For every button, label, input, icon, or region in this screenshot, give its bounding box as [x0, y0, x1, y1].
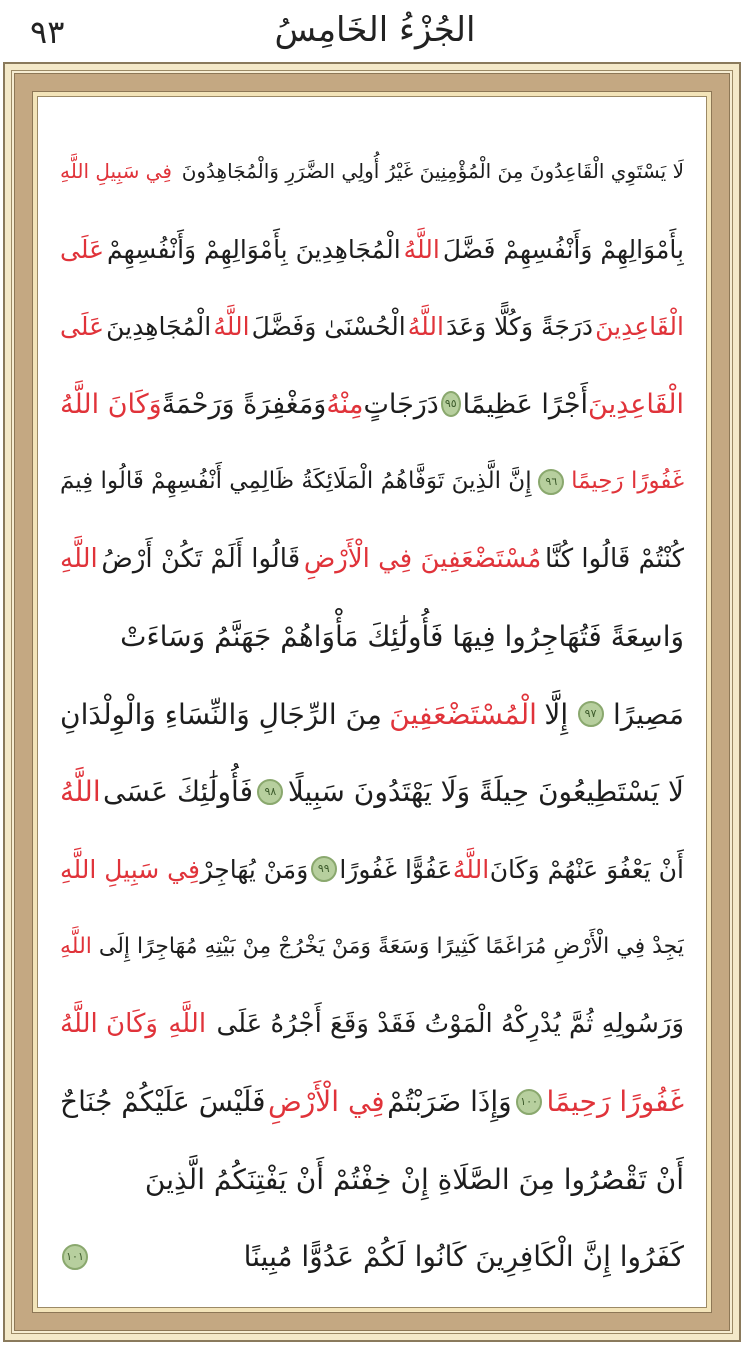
- ayah-number-marker: ٩٩: [311, 856, 337, 882]
- verse-segment: وَاسِعَةً فَتُهَاجِرُوا فِيهَا فَأُولَٰئِكَ مَأْوَاهُمْ جَهَنَّمُ وَسَاءَتْ: [120, 620, 684, 654]
- ayah-number-marker: ٩٧: [578, 701, 604, 727]
- verse-segment: دَرَجَةً وَكُلًّا وَعَدَ: [446, 312, 594, 342]
- ayah-number-marker: ٩٨: [257, 779, 283, 805]
- highlighted-verse-segment: غَفُورًا رَحِيمًا: [571, 468, 684, 495]
- highlighted-verse-segment: اللَّهُ: [213, 312, 250, 342]
- verse-line: [60, 133, 684, 211]
- page-number: ٩٣: [30, 13, 65, 51]
- verse-segment: كَفَرُوا إِنَّ الْكَافِرِينَ كَانُوا لَكُمْ عَدُوًّا مُبِينًا: [243, 1240, 684, 1274]
- verse-line: [60, 753, 684, 831]
- verse-segment: قَالُوا أَلَمْ تَكُنْ أَرْضُ: [101, 543, 301, 574]
- verse-line: [60, 598, 684, 676]
- ayah-number-marker: ٩٦: [538, 469, 564, 495]
- verse-segment: أَنْ تَقْصُرُوا مِنَ الصَّلَاةِ إِنْ خِفْتُمْ أَنْ يَفْتِنَكُمُ الَّذِينَ: [144, 1162, 684, 1196]
- verse-line: [60, 1218, 684, 1296]
- ornamental-frame: [3, 62, 741, 1342]
- verse-segment: دَرَجَاتٍ: [363, 388, 439, 420]
- verse-segment: يَجِدْ فِي الْأَرْضِ مُرَاغَمًا كَثِيرًا وَسَعَةً وَمَنْ يَخْرُجْ مِنْ بَيْتِهِ مُهَاجِرًا إِلَى: [98, 934, 684, 960]
- verse-segment: الْحُسْنَىٰ وَفَضَّلَ: [251, 312, 406, 342]
- verse-segment: إِنَّ الَّذِينَ تَوَفَّاهُمُ الْمَلَائِكَةُ ظَالِمِي أَنْفُسِهِمْ قَالُوا فِيمَ: [60, 468, 532, 495]
- highlighted-verse-segment: مُسْتَضْعَفِينَ فِي الْأَرْضِ: [303, 543, 542, 574]
- verse-line: [60, 676, 684, 754]
- highlighted-verse-segment: اللَّهِ: [60, 543, 98, 574]
- verse-segment: مَصِيرًا: [613, 697, 684, 731]
- highlighted-verse-segment: عَلَى: [60, 234, 105, 264]
- highlighted-verse-segment: وَكَانَ اللَّهُ: [60, 1008, 158, 1039]
- highlighted-verse-segment: فِي الْأَرْضِ: [267, 1085, 385, 1119]
- verse-segment: إِلَّا: [544, 697, 569, 731]
- verse-segment: فَأُولَٰئِكَ عَسَى: [103, 775, 253, 809]
- verse-segment: بِأَمْوَالِهِمْ وَأَنْفُسِهِمْ فَضَّلَ: [442, 234, 684, 264]
- highlighted-verse-segment: فِي سَبِيلِ اللَّهِ: [60, 854, 200, 884]
- verse-segment: لَا يَسْتَوِي الْقَاعِدُونَ مِنَ الْمُؤْمِنِينَ غَيْرُ أُولِي الضَّرَرِ وَالْمُجَاهِدُونَ: [181, 159, 684, 184]
- highlighted-verse-segment: مِنْهُ: [326, 388, 364, 420]
- ayah-number-marker: ٩٥: [441, 391, 461, 417]
- verse-segment: الْمُجَاهِدِينَ: [106, 312, 212, 342]
- highlighted-verse-segment: اللَّهُ: [407, 312, 444, 342]
- verse-line: [60, 211, 684, 289]
- ayah-number-marker: ١٠٠: [516, 1089, 542, 1115]
- highlighted-verse-segment: اللَّهِ: [168, 1008, 207, 1039]
- verse-segment: وَإِذَا ضَرَبْتُمْ: [387, 1085, 512, 1119]
- verse-line: [60, 986, 684, 1064]
- verse-segment: عَفُوًّا غَفُورًا: [339, 854, 453, 884]
- verse-segment: مِنَ الرِّجَالِ وَالنِّسَاءِ وَالْوِلْدَانِ: [60, 697, 382, 731]
- highlighted-verse-segment: اللَّهُ: [403, 234, 440, 264]
- verse-segment: وَمَغْفِرَةً وَرَحْمَةً: [161, 388, 327, 420]
- verse-line: [60, 1063, 684, 1141]
- highlighted-verse-segment: فِي سَبِيلِ اللَّهِ: [60, 159, 172, 184]
- verse-segment: وَرَسُولِهِ ثُمَّ يُدْرِكْهُ الْمَوْتُ فَقَدْ وَقَعَ أَجْرُهُ عَلَى: [216, 1008, 684, 1039]
- highlighted-verse-segment: وَكَانَ اللَّهُ: [60, 388, 162, 420]
- verse-line: [60, 443, 684, 521]
- page-header: [0, 0, 750, 62]
- highlighted-verse-segment: الْمُسْتَضْعَفِينَ: [389, 697, 537, 731]
- verse-line: [60, 1141, 684, 1219]
- verse-segment: فَلَيْسَ عَلَيْكُمْ جُنَاحٌ: [60, 1085, 266, 1119]
- highlighted-verse-segment: الْقَاعِدِينَ: [588, 388, 684, 420]
- verse-line: [60, 521, 684, 599]
- highlighted-verse-segment: الْقَاعِدِينَ: [595, 312, 684, 342]
- highlighted-verse-segment: غَفُورًا رَحِيمًا: [546, 1085, 684, 1119]
- verse-segment: أَنْ يَعْفُوَ عَنْهُمْ وَكَانَ: [489, 854, 684, 884]
- highlighted-verse-segment: عَلَى: [60, 312, 105, 342]
- juz-title: الجُزْءُ الخَامِسُ: [274, 10, 476, 50]
- verse-segment: أَجْرًا عَظِيمًا: [462, 388, 589, 420]
- highlighted-verse-segment: اللَّهُ: [452, 854, 490, 884]
- verse-segment: كُنْتُمْ قَالُوا كُنَّا: [545, 543, 684, 574]
- verse-segment: وَمَنْ يُهَاجِرْ: [200, 854, 309, 884]
- verse-line: [60, 288, 684, 366]
- verse-segment: الْمُجَاهِدِينَ بِأَمْوَالِهِمْ وَأَنْفُسِهِمْ: [107, 234, 401, 264]
- verse-line: [60, 831, 684, 909]
- verse-lines: [60, 133, 684, 1296]
- verse-line: [60, 366, 684, 444]
- verse-line: [60, 908, 684, 986]
- verse-segment: لَا يَسْتَطِيعُونَ حِيلَةً وَلَا يَهْتَدُونَ سَبِيلًا: [287, 775, 684, 809]
- highlighted-verse-segment: اللَّهُ: [60, 775, 101, 809]
- ayah-number-marker: ١٠١: [62, 1244, 88, 1270]
- highlighted-verse-segment: اللَّهِ: [60, 934, 92, 960]
- text-panel: [37, 96, 707, 1308]
